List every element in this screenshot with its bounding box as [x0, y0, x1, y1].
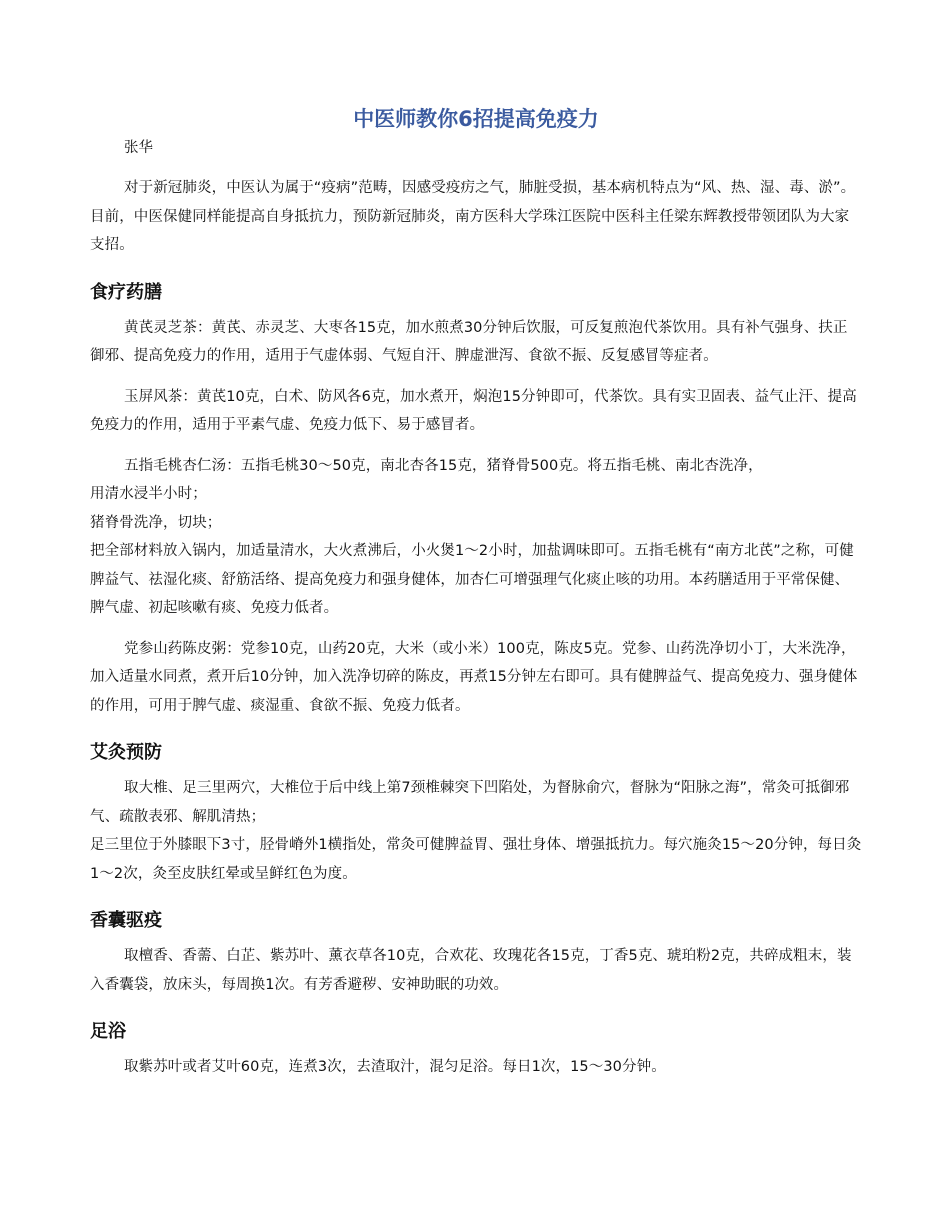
paragraph-cook-step: 把全部材料放入锅内，加适量清水，大火煮沸后，小火煲1～2小时，加盐调味即可。五指毛桃有“南方北芪”之称，可健脾益气、祛湿化痰、舒筋活络、提高免疫力和强身健体，加杏仁可增强理气化痰止咳的功用。本药膳适用于平常保健、脾气虚、初起咳嗽有痰、免疫力低者。 — [90, 543, 854, 616]
intro-paragraph: 对于新冠肺炎，中医认为属于“疫病”范畴，因感受疫疠之气，肺脏受损，基本病机特点为“风、热、湿、毒、淤”。目前，中医保健同样能提高自身抵抗力，预防新冠肺炎，南方医科大学珠江医院中医科主任梁东辉教授带领团队为大家支招。 — [90, 180, 856, 253]
section-heading-sachet: 香囊驱疫 — [90, 910, 162, 931]
section-heading-moxibustion: 艾灸预防 — [90, 742, 162, 763]
paragraph-yupingfeng-tea: 玉屏风茶：黄芪10克，白术、防风各6克，加水煮开，焖泡15分钟即可，代茶饮。具有实卫固表、益气止汗、提高免疫力的作用，适用于平素气虚、免疫力低下、易于感冒者。 — [90, 388, 857, 433]
paragraph-astragalus-tea: 黄芪灵芝茶：黄芪、赤灵芝、大枣各15克，加水煎煮30分钟后饮服，可反复煎泡代茶饮用。具有补气强身、扶正御邪、提高免疫力的作用，适用于气虚体弱、气短自汗、脾虚泄泻、食欲不振、反复感冒等症者。 — [90, 319, 848, 364]
paragraph-soak-step: 用清水浸半小时； — [90, 486, 207, 502]
paragraph-dangshen-porridge: 党参山药陈皮粥：党参10克，山药20克，大米（或小米）100克，陈皮5克。党参、山药洗净切小丁，大米洗净，加入适量水同煮，煮开后10分钟，加入洗净切碎的陈皮，再煮15分钟左右即可。具有健脾益气、提高免疫力、强身健体的作用，可用于脾气虚、痰湿重、食欲不振、免疫力低者。 — [90, 640, 858, 714]
paragraph-wuzhimaotao-soup: 五指毛桃杏仁汤：五指毛桃30～50克，南北杏各15克，猪脊骨500克。将五指毛桃、南北杏洗净， — [124, 457, 763, 474]
document-title: 中医师教你6招提高免疫力 — [353, 107, 599, 131]
paragraph-sachet-recipe: 取檀香、香薷、白芷、紫苏叶、薰衣草各10克，合欢花、玫瑰花各15克，丁香5克、琥珀粉2克，共碎成粗末，装入香囊袋，放床头，每周换1次。有芳香避秽、安神助眠的功效。 — [90, 948, 852, 993]
section-heading-footbath: 足浴 — [90, 1021, 126, 1042]
paragraph-bone-step: 猪脊骨洗净，切块； — [90, 514, 222, 531]
paragraph-dazhui: 取大椎、足三里两穴，大椎位于后中线上第7颈椎棘突下凹陷处，为督脉俞穴，督脉为“阳脉之海”，常灸可抵御邪气、疏散表邪、解肌清热； — [90, 780, 850, 825]
paragraph-footbath-recipe: 取紫苏叶或者艾叶60克，连煮3次，去渣取汁，混匀足浴。每日1次，15～30分钟。 — [124, 1059, 666, 1075]
section-heading-diet: 食疗药膳 — [90, 281, 162, 303]
author-name: 张华 — [124, 140, 153, 156]
paragraph-zusanli: 足三里位于外膝眼下3寸，胫骨嵴外1横指处，常灸可健脾益胃、强壮身体、增强抵抗力。每穴施灸15～20分钟，每日灸1～2次，灸至皮肤红晕或呈鲜红色为度。 — [90, 837, 862, 882]
